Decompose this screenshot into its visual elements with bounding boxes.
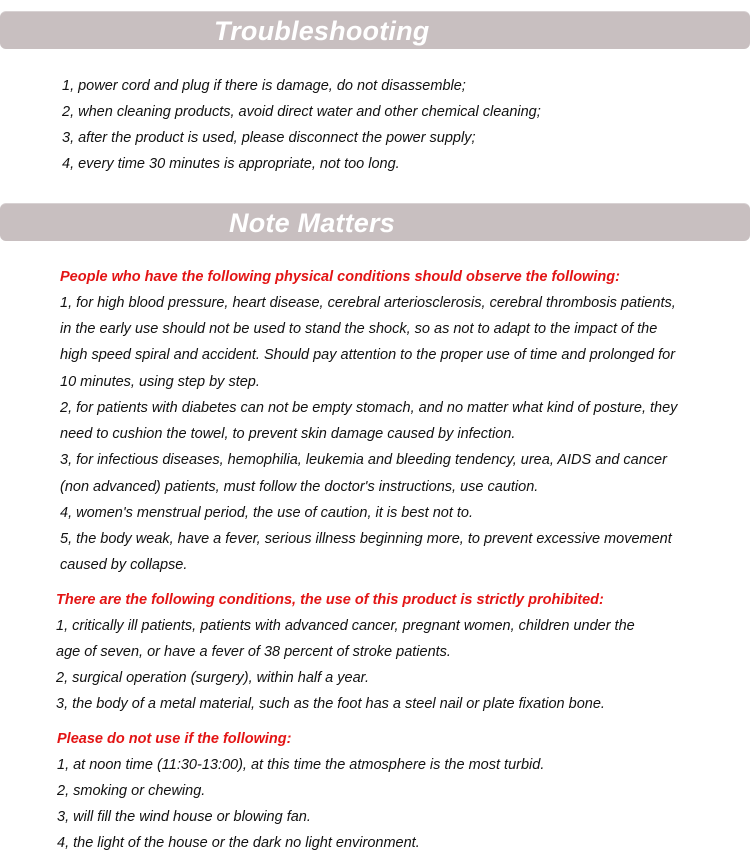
section1-line: high speed spiral and accident. Should pay attention to the proper use of time and prolonged for (60, 347, 676, 363)
section2-line: 3, the body of a metal material, such as the foot has a steel nail or plate fixation bone. (56, 696, 605, 712)
section3-line: 3, will fill the wind house or blowing fan. (57, 809, 311, 825)
note-matters-title: Note Matters (229, 208, 395, 238)
section1-line: 1, for high blood pressure, heart disease, cerebral arteriosclerosis, cerebral thrombosis patients, (60, 295, 676, 311)
troubleshooting-item: 1, power cord and plug if there is damage, do not disassemble; (62, 78, 466, 94)
section3-line: 1, at noon time (11:30-13:00), at this time the atmosphere is the most turbid. (57, 757, 545, 773)
troubleshooting-title: Troubleshooting (214, 16, 430, 46)
section3-line: 2, smoking or chewing. (57, 783, 206, 799)
section2-heading: There are the following conditions, the use of this product is strictly prohibited: (56, 592, 604, 608)
section2-line: 2, surgical operation (surgery), within half a year. (56, 670, 369, 686)
section2-line: age of seven, or have a fever of 38 percent of stroke patients. (56, 644, 451, 660)
section3-line: 4, the light of the house or the dark no light environment. (57, 835, 420, 851)
section2-line: 1, critically ill patients, patients with advanced cancer, pregnant women, children under the (56, 618, 635, 634)
section3-heading: Please do not use if the following: (57, 731, 292, 747)
troubleshooting-item: 3, after the product is used, please disconnect the power supply; (62, 130, 476, 146)
troubleshooting-banner (0, 11, 750, 49)
troubleshooting-item: 4, every time 30 minutes is appropriate, not too long. (62, 156, 400, 172)
troubleshooting-item: 2, when cleaning products, avoid direct water and other chemical cleaning; (62, 104, 541, 120)
section1-line: caused by collapse. (60, 557, 188, 573)
section1-line: 2, for patients with diabetes can not be empty stomach, and no matter what kind of posture, they (60, 400, 678, 416)
note-matters-banner (0, 203, 750, 241)
section1-line: (non advanced) patients, must follow the doctor's instructions, use caution. (60, 479, 539, 495)
section1-line: need to cushion the towel, to prevent skin damage caused by infection. (60, 426, 516, 442)
section1-line: 10 minutes, using step by step. (60, 374, 260, 390)
section1-heading: People who have the following physical conditions should observe the following: (60, 269, 620, 285)
section1-line: 4, women's menstrual period, the use of caution, it is best not to. (60, 505, 474, 521)
section1-line: 3, for infectious diseases, hemophilia, leukemia and bleeding tendency, urea, AIDS and cancer (60, 452, 667, 468)
section1-line: in the early use should not be used to stand the shock, so as not to adapt to the impact of the (60, 321, 658, 337)
section1-line: 5, the body weak, have a fever, serious illness beginning more, to prevent excessive movement (60, 531, 672, 547)
